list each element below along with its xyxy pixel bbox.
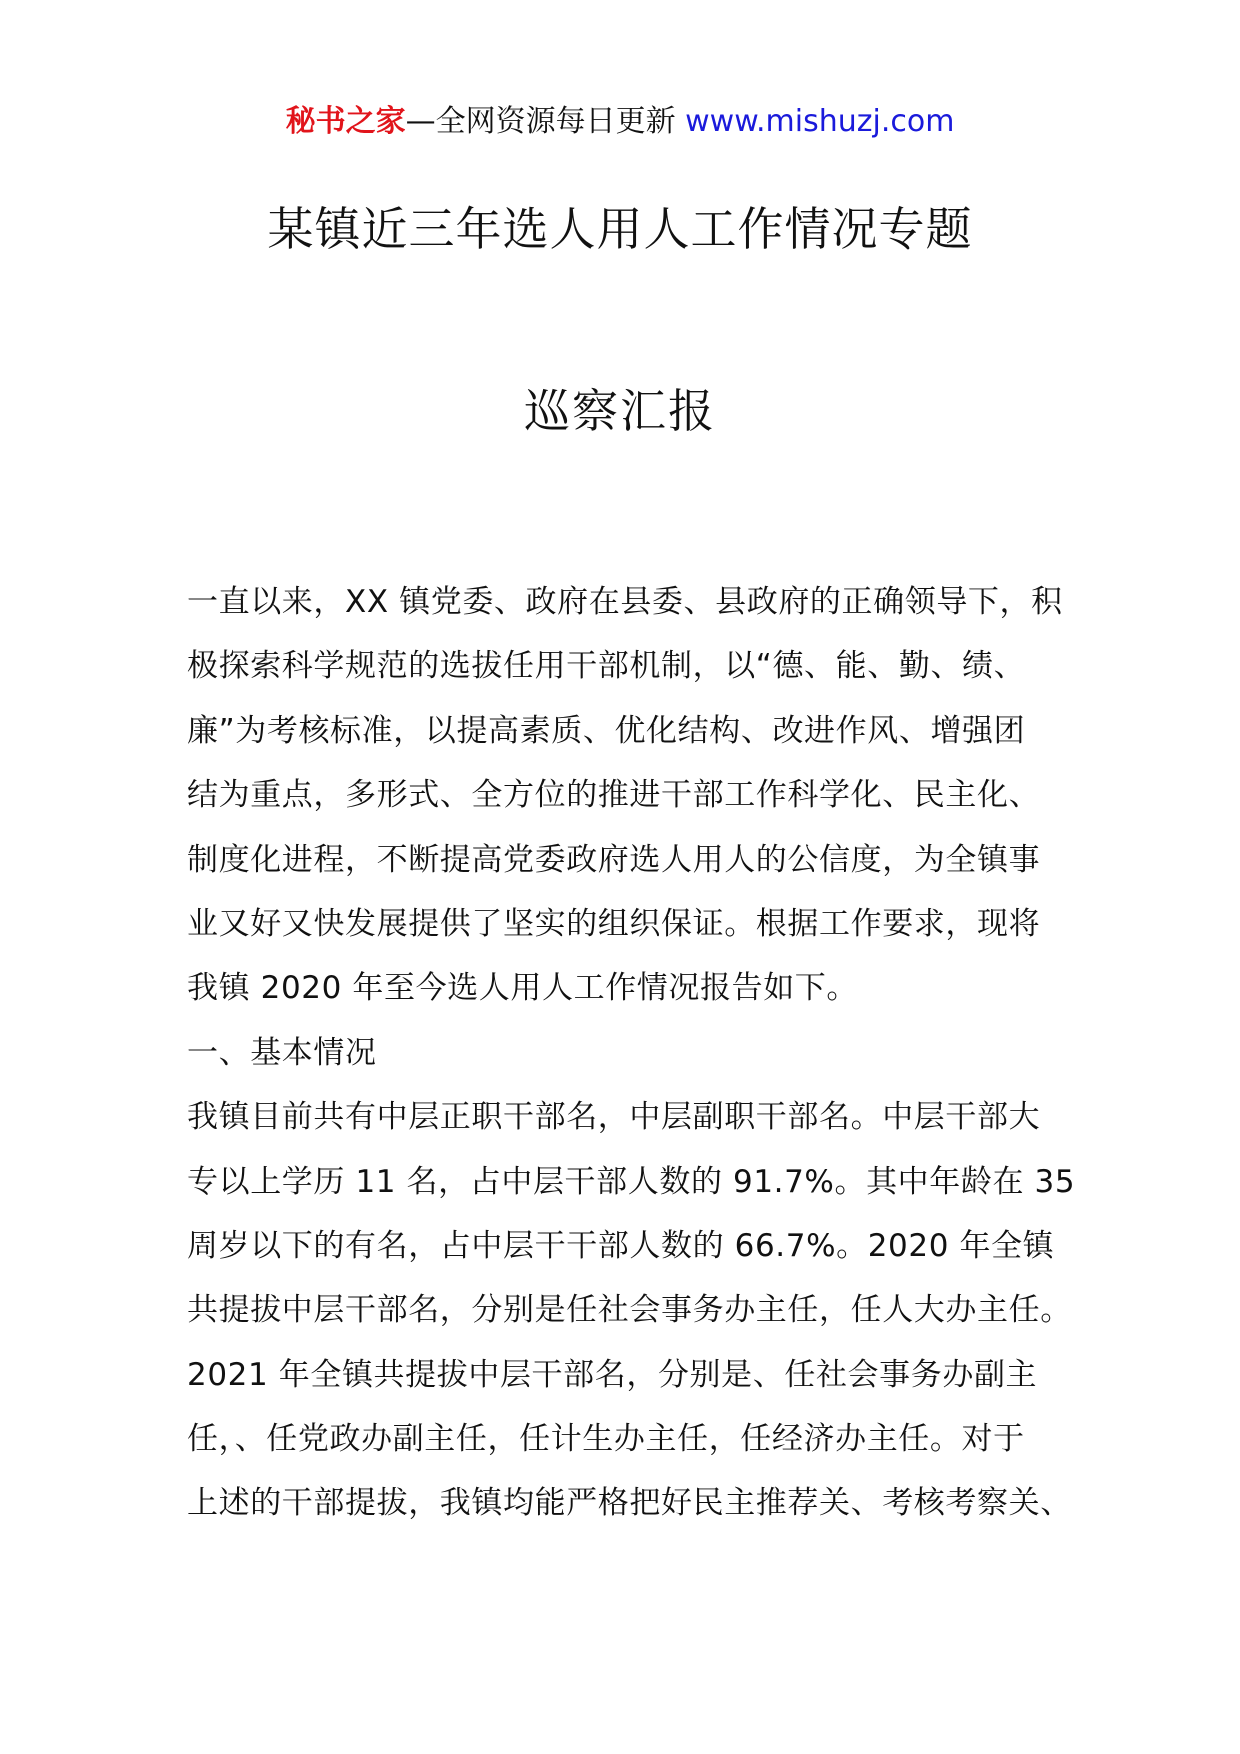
body-line: 专以上学历 11 名，占中层干部人数的 91.7%。其中年龄在 35 xyxy=(187,1163,1076,1200)
site-url-link[interactable]: www.mishuzj.com xyxy=(685,104,955,139)
body-line: 业又好又快发展提供了坚实的组织保证。根据工作要求，现将 xyxy=(187,905,1041,942)
body-line: 结为重点，多形式、全方位的推进干部工作科学化、民主化、 xyxy=(187,777,1041,814)
body-line: 制度化进程，不断提高党委政府选人用人的公信度，为全镇事 xyxy=(187,841,1041,878)
document-body xyxy=(187,570,1076,1536)
document-title-line-1: 某镇近三年选人用人工作情况专题 xyxy=(267,202,973,256)
body-line: 廉”为考核标准，以提高素质、优化结构、改进作风、增强团 xyxy=(187,712,1026,749)
body-line: 极探索科学规范的选拔任用干部机制，以“德、能、勤、绩、 xyxy=(187,648,1026,685)
body-line: 共提拔中层干部名，分别是任社会事务办主任，任人大办主任。 xyxy=(187,1292,1072,1329)
body-line: 上述的干部提拔，我镇均能严格把好民主推荐关、考核考察关、 xyxy=(187,1485,1072,1522)
brand-name: 秘书之家 xyxy=(285,104,406,139)
body-line: 任，、任党政办副主任，任计生办主任，任经济办主任。对于 xyxy=(187,1421,1025,1458)
header-banner xyxy=(0,100,1240,144)
body-line: 我镇 2020 年至今选人用人工作情况报告如下。 xyxy=(187,970,858,1007)
body-line: 周岁以下的有名，占中层干干部人数的 66.7%。2020 年全镇 xyxy=(187,1227,1055,1264)
body-line: 一直以来，XX 镇党委、政府在县委、县政府的正确领导下，积 xyxy=(187,584,1063,620)
document-title-line-2: 巡察汇报 xyxy=(524,384,716,438)
section-heading: 一、基本情况 xyxy=(187,1034,377,1071)
header-slogan: —全网资源每日更新 xyxy=(405,104,676,139)
body-line: 2021 年全镇共提拔中层干部名，分别是、任社会事务办副主 xyxy=(187,1356,1038,1393)
body-line: 我镇目前共有中层正职干部名，中层副职干部名。中层干部大 xyxy=(187,1099,1041,1136)
